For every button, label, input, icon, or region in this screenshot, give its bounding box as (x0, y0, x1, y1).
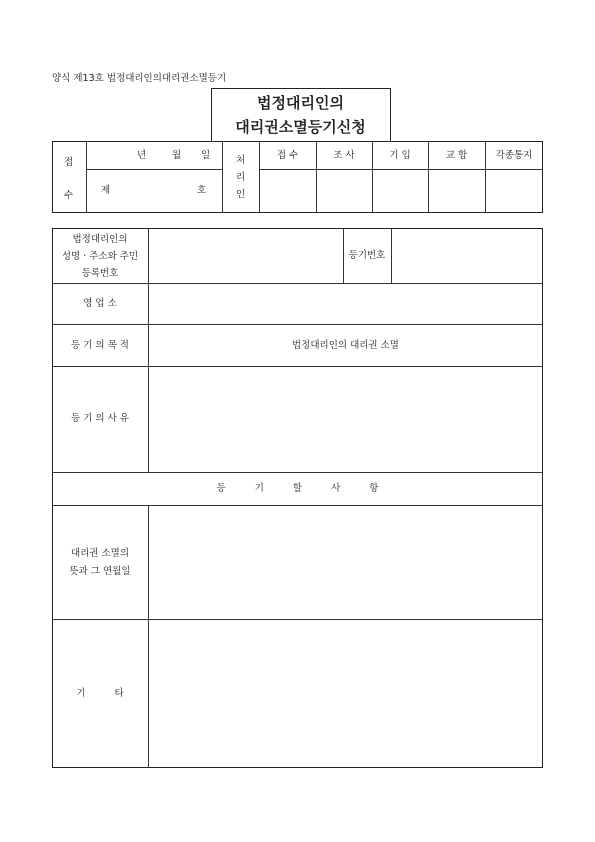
title-line-2: 대리권소멸등기신청 (235, 118, 366, 136)
purpose-label: 등 기 의 목 적 (71, 340, 129, 351)
col-verify: 교 합 (445, 150, 468, 161)
name-label-2: 성명 · 주소와 주민 (61, 251, 139, 262)
col-entry: 기 입 (389, 150, 411, 161)
reg-no-label: 등기번호 (348, 250, 386, 261)
cause-value-field[interactable] (149, 367, 542, 472)
extinction-label-1: 대리권 소멸의 (70, 548, 130, 559)
receipt-left-bottom: 수 (64, 190, 74, 201)
title-line-1: 법정대리인의 (257, 94, 344, 112)
col-inspect: 조 사 (333, 150, 355, 161)
reg-no-value-field[interactable] (392, 229, 542, 283)
processor-2: 리 (236, 172, 246, 183)
receipt-year: 년 (137, 150, 147, 161)
processor-1: 처 (236, 155, 246, 166)
office-label: 영 업 소 (83, 298, 117, 309)
receipt-number-suffix: 호 (197, 185, 207, 196)
items-header: 등 기 할 사 항 (216, 483, 379, 494)
cause-label: 등 기 의 사 유 (71, 413, 129, 424)
receipt-number-prefix: 제 (101, 185, 111, 196)
col-notice: 각종통지 (495, 150, 533, 161)
other-value-field[interactable] (149, 620, 542, 768)
other-label: 기 타 (76, 688, 124, 699)
office-value-field[interactable] (149, 284, 542, 324)
receipt-day: 일 (201, 150, 211, 161)
title-box (211, 88, 391, 141)
receipt-left-top: 접 (64, 157, 74, 168)
extinction-value-field[interactable] (149, 506, 542, 619)
processor-3: 인 (236, 189, 246, 200)
extinction-label-2: 뜻과 그 연월일 (69, 566, 131, 577)
col-receipt: 접 수 (276, 150, 299, 161)
form-caption: 양식 제13호 법정대리인의대리권소멸등기 (52, 73, 227, 84)
name-label-3: 등록번호 (81, 268, 119, 279)
name-value-field[interactable] (149, 229, 343, 283)
name-label-1: 법정대리인의 (72, 234, 128, 245)
purpose-value: 법정대리인의 대리권 소멸 (292, 340, 399, 351)
receipt-month: 월 (172, 150, 182, 161)
